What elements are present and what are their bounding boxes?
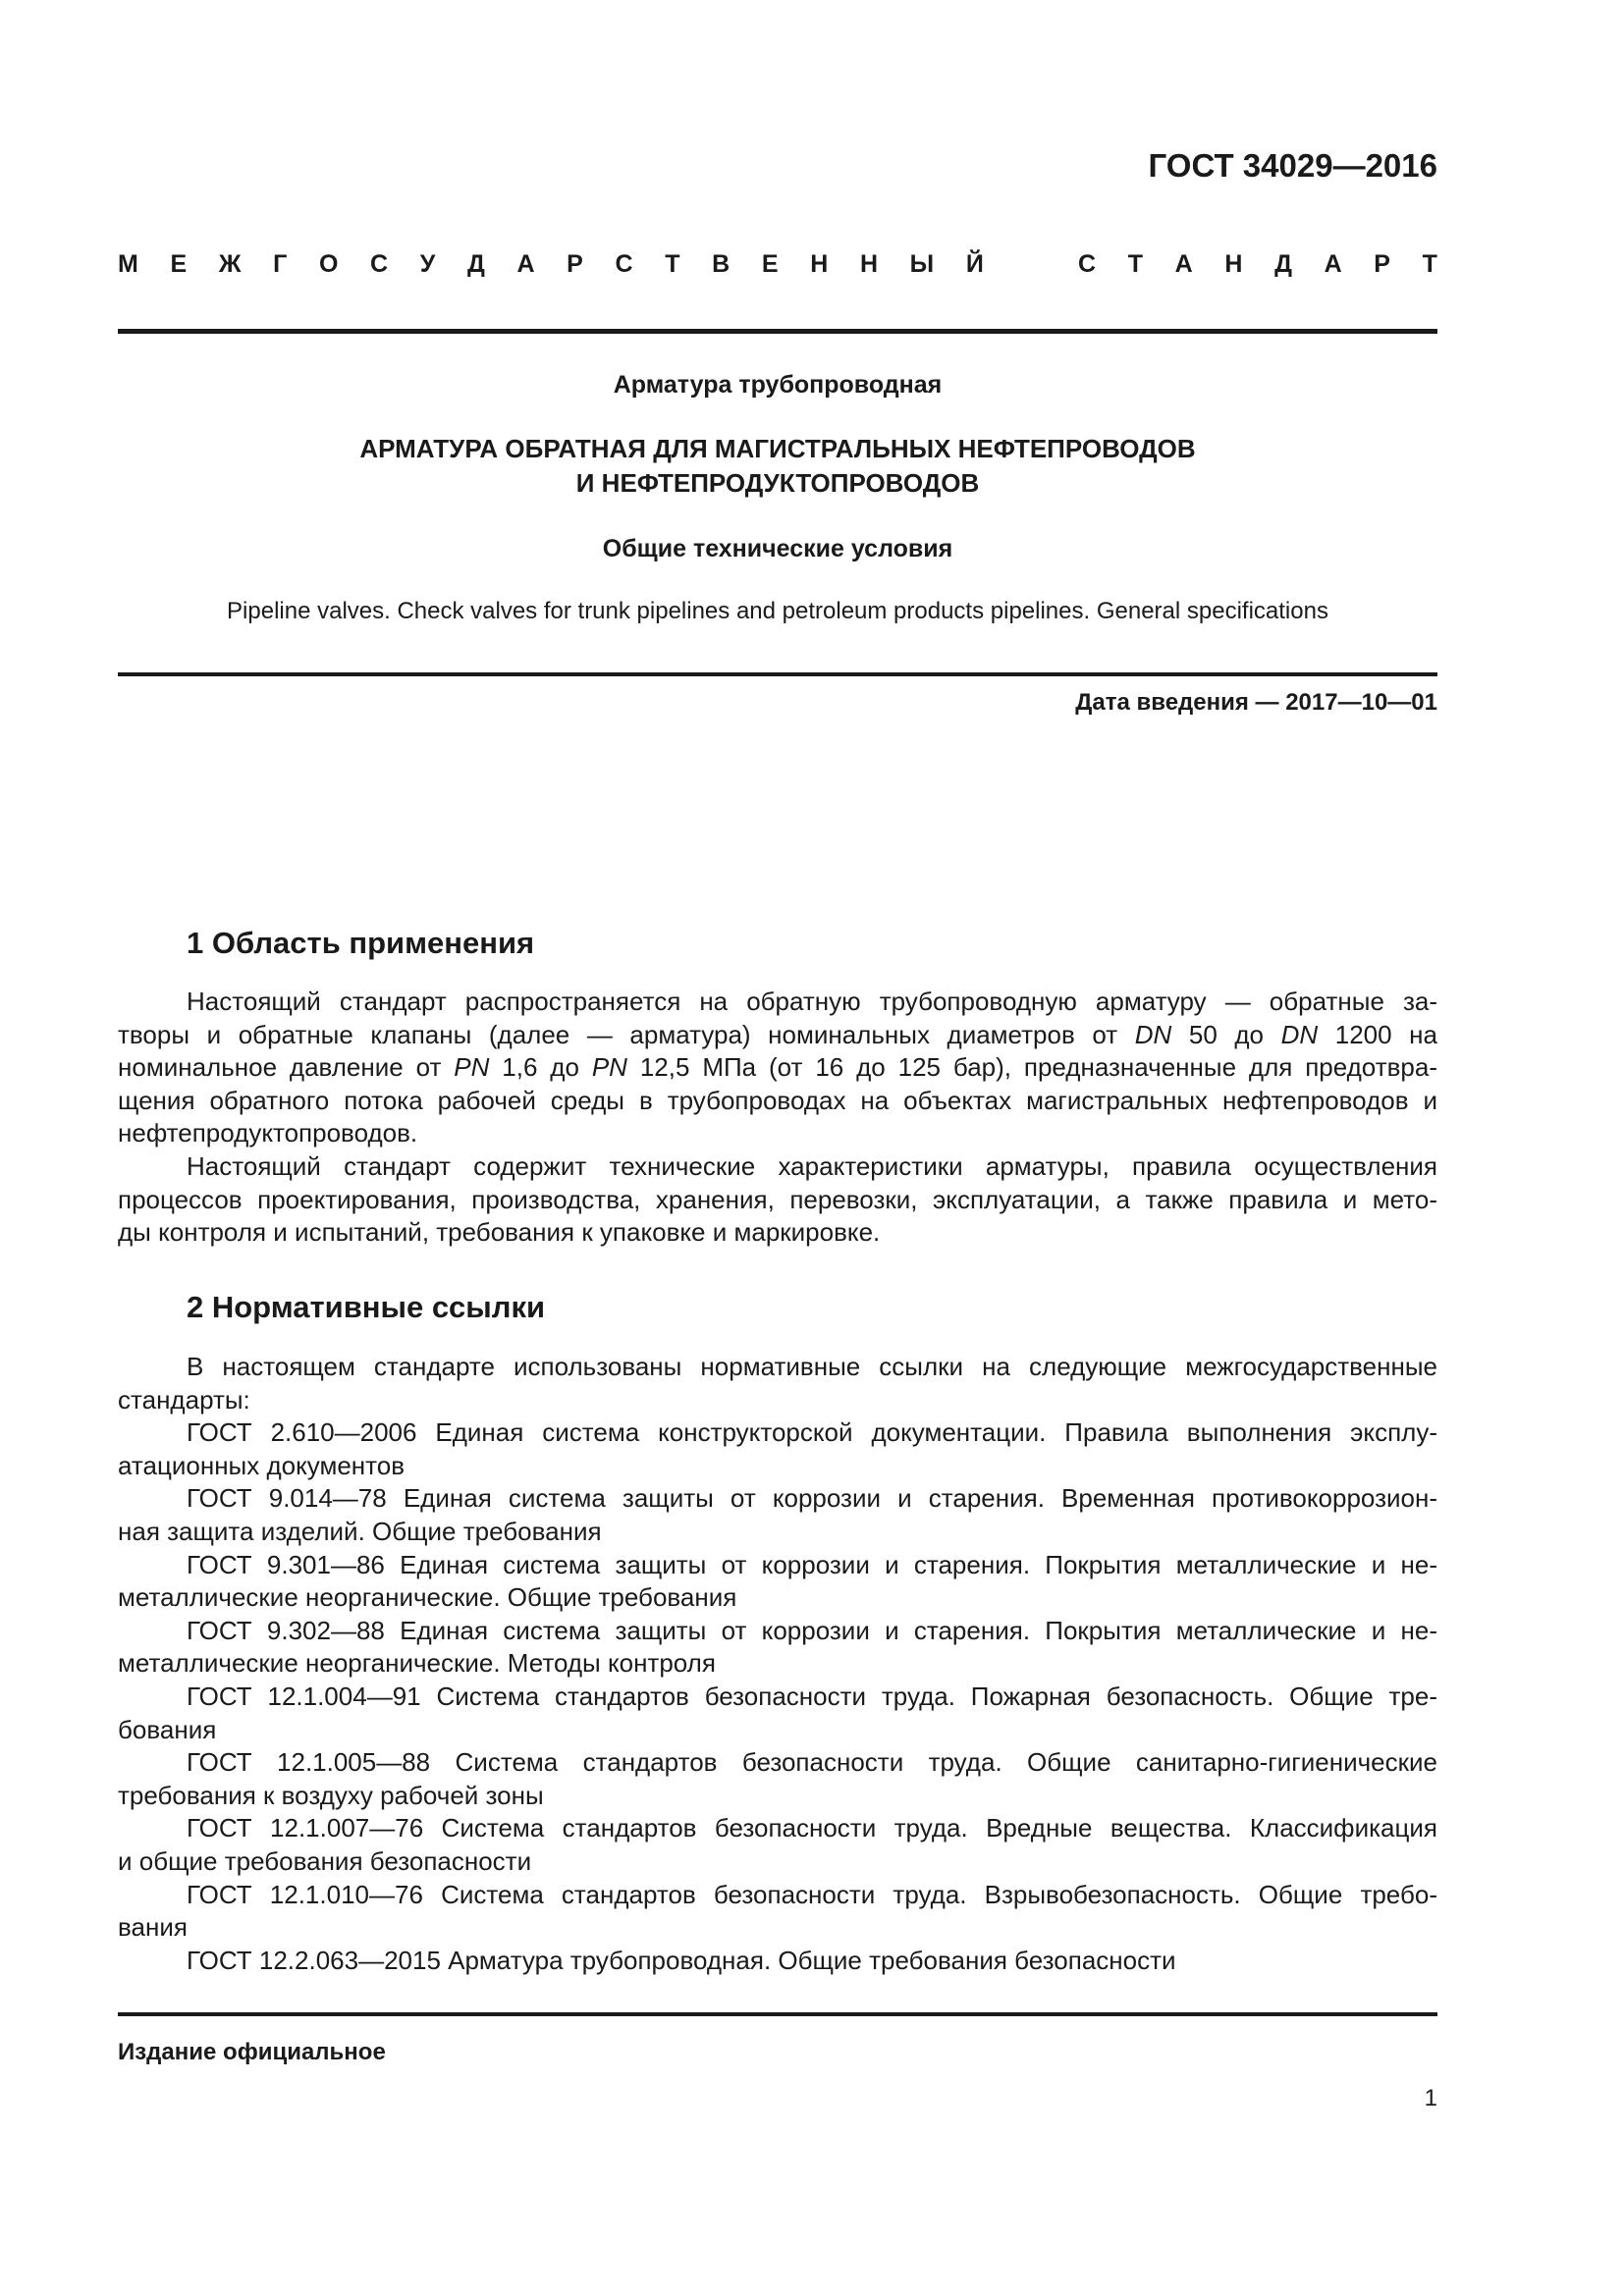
masthead-letter: Д xyxy=(466,250,485,278)
text-line xyxy=(118,1780,1437,1813)
text-line xyxy=(118,1746,1437,1780)
title-rule xyxy=(118,672,1437,676)
text-segment: ГОСТ 9.302—88 Единая система защиты от коррозии и старения. Покрытия металлические и не- xyxy=(187,1615,1437,1645)
masthead-letter: Д xyxy=(1274,250,1292,278)
edition-label: Издание официальное xyxy=(118,2039,386,2065)
text-segment: и общие требования безопасности xyxy=(118,1845,532,1876)
text-segment: 1200 на xyxy=(1318,1019,1437,1049)
text-segment: металлические неорганические. Общие требования xyxy=(118,1582,737,1613)
text-line xyxy=(118,1351,1437,1384)
masthead-letter: Н xyxy=(859,250,879,278)
text-segment: творы и обратные клапаны (далее — арматура) номинальных диаметров от xyxy=(118,1019,1135,1049)
text-segment: вания xyxy=(118,1912,188,1943)
masthead-letter: М xyxy=(118,250,138,278)
text-line xyxy=(118,1150,1437,1184)
text-segment: номинальное давление от xyxy=(118,1052,455,1083)
text-line xyxy=(118,1051,1437,1085)
text-line xyxy=(118,1184,1437,1217)
text-line xyxy=(118,1845,1437,1879)
text-line xyxy=(118,1581,1437,1615)
text-line xyxy=(118,1516,1437,1549)
standard-group: Арматура трубопроводная xyxy=(613,371,943,399)
masthead-letter: Р xyxy=(567,250,583,278)
text-segment: ГОСТ 9.014—78 Единая система защиты от коррозии и старения. Временная противокоррозион- xyxy=(187,1483,1437,1514)
text-line xyxy=(118,1615,1437,1648)
text-line xyxy=(118,1714,1437,1747)
masthead-letter: У xyxy=(419,250,436,278)
title-line-2: И НЕФТЕПРОДУКТОПРОВОДОВ xyxy=(575,468,980,498)
section-2-body xyxy=(118,1351,1437,1977)
text-segment: ГОСТ 12.1.010—76 Система стандартов безопасности труда. Взрывобезопасность. Общие требо- xyxy=(187,1879,1437,1909)
text-line xyxy=(118,1879,1437,1912)
text-segment: ная защита изделий. Общие требования xyxy=(118,1516,602,1546)
text-line xyxy=(118,1911,1437,1945)
text-line xyxy=(118,1384,1437,1417)
subtitle: Общие технические условия xyxy=(602,535,953,562)
text-segment: бования xyxy=(118,1714,217,1744)
masthead-letter: В xyxy=(712,250,731,278)
text-segment: ГОСТ 2.610—2006 Единая система конструкторской документации. Правила выполнения эксплу- xyxy=(187,1417,1437,1448)
text-line xyxy=(118,1681,1437,1714)
text-segment: Настоящий стандарт содержит технические характеристики арматуры, правила осуществления xyxy=(187,1150,1437,1181)
introduction-date: Дата введения — 2017—10—01 xyxy=(1075,689,1437,716)
masthead-letter: О xyxy=(318,250,339,278)
masthead-letter: Г xyxy=(273,250,288,278)
masthead-letter: С xyxy=(615,250,633,278)
text-line xyxy=(118,1945,1437,1978)
masthead-letter: Н xyxy=(810,250,829,278)
text-line xyxy=(118,1549,1437,1582)
text-segment: В настоящем стандарте использованы нормативные ссылки на следующие межгосударственные xyxy=(187,1352,1437,1381)
text-segment: ГОСТ 12.1.004—91 Система стандартов безопасности труда. Пожарная безопасность. Общие тре- xyxy=(187,1681,1437,1711)
masthead-word-1 xyxy=(118,250,984,279)
text-segment: 1,6 до xyxy=(489,1052,592,1083)
masthead-letter: Е xyxy=(170,250,188,278)
section-2-heading: 2 Нормативные ссылки xyxy=(187,1290,546,1324)
title-line-1: АРМАТУРА ОБРАТНАЯ ДЛЯ МАГИСТРАЛЬНЫХ НЕФТЕПРОВОДОВ xyxy=(359,434,1196,463)
masthead-letter: Е xyxy=(761,250,779,278)
masthead-letter: А xyxy=(1174,250,1193,278)
text-segment: 12,5 МПа (от 16 до 125 бар), предназначенные для предотвра- xyxy=(626,1052,1437,1083)
text-line xyxy=(118,1085,1437,1118)
masthead-letter: А xyxy=(1324,250,1342,278)
page-number: 1 xyxy=(1424,2085,1437,2111)
text-segment: процессов проектирования, производства, хранения, перевозки, эксплуатации, а также правила и мето- xyxy=(118,1184,1437,1214)
section-1-heading: 1 Область применения xyxy=(187,926,535,960)
text-line xyxy=(118,1216,1437,1250)
masthead-letter: Н xyxy=(1224,250,1243,278)
italic-symbol: DN xyxy=(1134,1019,1172,1049)
text-segment: ГОСТ 12.2.063—2015 Арматура трубопроводная. Общие требования безопасности xyxy=(187,1945,1176,1975)
bottom-rule xyxy=(118,2012,1437,2016)
masthead-letter: С xyxy=(370,250,389,278)
masthead-letter: Т xyxy=(1127,250,1143,278)
text-line xyxy=(118,1647,1437,1681)
text-segment: 50 до xyxy=(1171,1019,1281,1049)
italic-symbol: DN xyxy=(1280,1019,1319,1049)
text-segment: стандарты: xyxy=(118,1384,250,1415)
text-segment: нефтепродуктопроводов. xyxy=(118,1118,418,1148)
masthead-letter: Ж xyxy=(218,250,242,278)
masthead-letter: Й xyxy=(965,250,984,278)
masthead-letter: Т xyxy=(1422,250,1437,278)
section-1-body xyxy=(118,986,1437,1250)
masthead-word-2 xyxy=(1078,250,1437,279)
text-segment: ГОСТ 9.301—86 Единая система защиты от коррозии и старения. Покрытия металлические и не- xyxy=(187,1549,1437,1579)
text-segment: щения обратного потока рабочей среды в трубопроводах на объектах магистральных нефтепроводов и xyxy=(118,1085,1437,1115)
masthead-letter: С xyxy=(1078,250,1097,278)
masthead-letter: Р xyxy=(1374,250,1390,278)
text-segment: ГОСТ 12.1.007—76 Система стандартов безопасности труда. Вредные вещества. Классификация xyxy=(187,1813,1437,1843)
text-segment: металлические неорганические. Методы контроля xyxy=(118,1648,716,1679)
text-segment: ды контроля и испытаний, требования к упаковке и маркировке. xyxy=(118,1217,881,1248)
text-segment: атационных документов xyxy=(118,1450,406,1480)
text-segment: ГОСТ 12.1.005—88 Система стандартов безопасности труда. Общие санитарно-гигиенические xyxy=(187,1747,1437,1778)
masthead-letter: А xyxy=(516,250,535,278)
text-line xyxy=(118,1812,1437,1845)
italic-symbol: PN xyxy=(454,1052,490,1083)
text-segment: требования к воздуху рабочей зоны xyxy=(118,1780,544,1810)
masthead-letter: Т xyxy=(665,250,680,278)
english-title: Pipeline valves. Check valves for trunk pipelines and petroleum products pipelines. General specifications xyxy=(227,598,1328,624)
text-line xyxy=(118,1482,1437,1516)
top-rule xyxy=(118,329,1437,334)
italic-symbol: PN xyxy=(591,1052,627,1083)
text-line xyxy=(118,1117,1437,1150)
document-number: ГОСТ 34029—2016 xyxy=(1148,147,1437,184)
text-line xyxy=(118,1416,1437,1450)
masthead-letter: Ы xyxy=(909,250,935,278)
text-segment: Настоящий стандарт распространяется на обратную трубопроводную арматуру — обратные за- xyxy=(187,987,1437,1016)
text-line xyxy=(118,986,1437,1019)
text-line xyxy=(118,1019,1437,1052)
text-line xyxy=(118,1450,1437,1483)
